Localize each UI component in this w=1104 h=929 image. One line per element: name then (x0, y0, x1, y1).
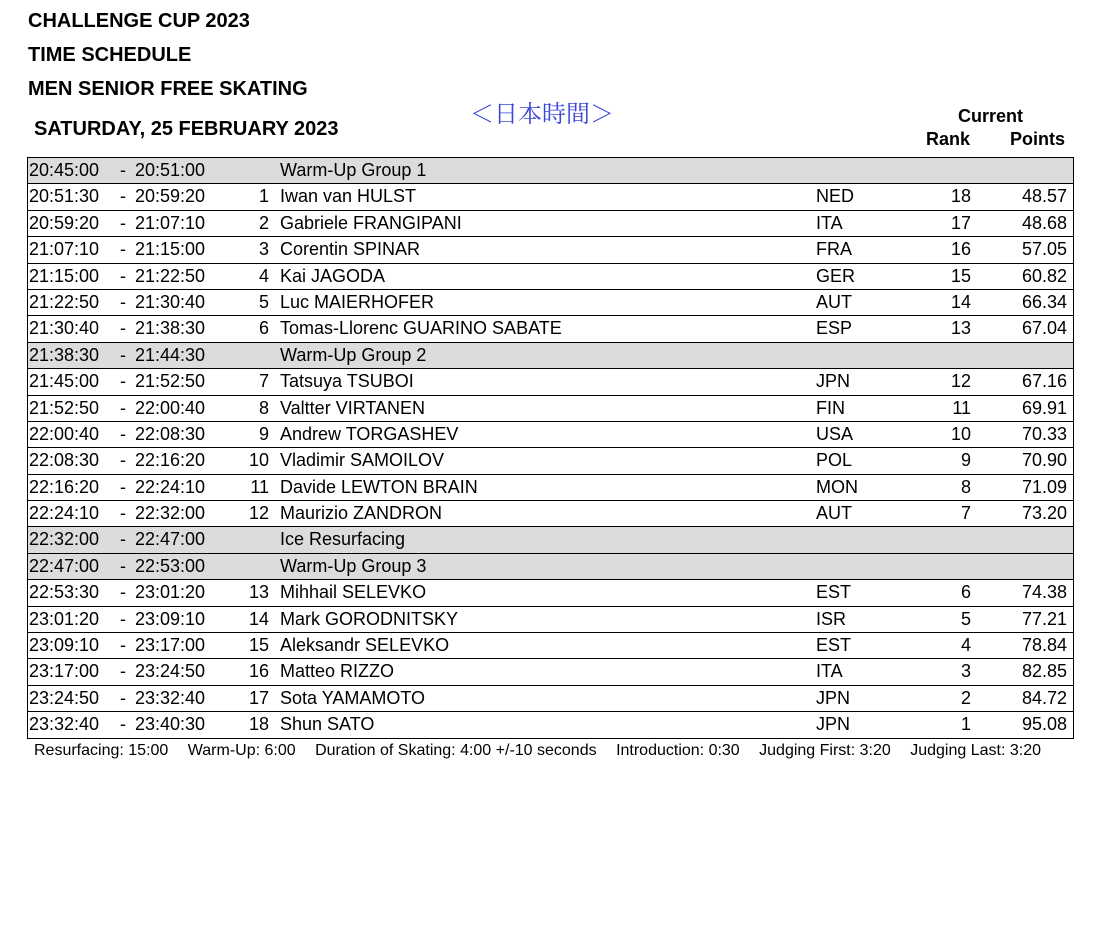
row-end-time: 22:24:10 (135, 476, 206, 497)
row-start-time: 23:32:40 (29, 714, 100, 735)
schedule-skater-row (27, 316, 1074, 342)
row-rank: 10 (950, 423, 971, 444)
row-time-separator: - (120, 582, 126, 603)
row-rank: 3 (960, 661, 971, 682)
row-start-number: 10 (248, 450, 269, 471)
row-nation: GER (816, 265, 856, 286)
row-time-separator: - (120, 265, 126, 286)
row-points: 48.57 (1021, 186, 1067, 207)
row-name: Vladimir SAMOILOV (280, 450, 445, 471)
row-start-time: 21:30:40 (29, 318, 100, 339)
row-start-time: 23:17:00 (29, 661, 100, 682)
schedule-skater-row (27, 396, 1074, 422)
row-name: Gabriele FRANGIPANI (280, 212, 462, 233)
schedule-skater-row (27, 290, 1074, 316)
schedule-skater-row (27, 211, 1074, 237)
row-points: 70.33 (1021, 423, 1067, 444)
row-end-time: 22:47:00 (135, 529, 206, 550)
row-start-number: 4 (258, 265, 269, 286)
row-time-separator: - (120, 687, 126, 708)
row-rank: 15 (950, 265, 971, 286)
row-nation: EST (816, 582, 852, 603)
row-rank: 5 (960, 608, 971, 629)
row-nation: MON (816, 476, 858, 497)
row-name: Corentin SPINAR (280, 239, 421, 260)
row-end-time: 23:40:30 (135, 714, 206, 735)
row-start-number: 15 (248, 635, 269, 656)
row-end-time: 21:15:00 (135, 239, 206, 260)
row-name: Aleksandr SELEVKO (280, 635, 450, 656)
row-rank: 2 (960, 687, 971, 708)
row-nation: USA (816, 423, 854, 444)
row-points: 78.84 (1021, 635, 1067, 656)
row-points: 73.20 (1021, 503, 1067, 524)
schedule-group-row (27, 158, 1074, 184)
row-start-time: 21:07:10 (29, 239, 100, 260)
schedule-skater-row (27, 475, 1074, 501)
row-start-time: 22:16:20 (29, 476, 100, 497)
row-name: Davide LEWTON BRAIN (280, 476, 478, 497)
row-end-time: 23:32:40 (135, 687, 206, 708)
schedule-group-row (27, 554, 1074, 580)
row-end-time: 21:22:50 (135, 265, 206, 286)
row-points: 60.82 (1021, 265, 1067, 286)
row-points: 67.16 (1021, 371, 1067, 392)
row-start-number: 5 (258, 291, 269, 312)
row-start-number: 12 (248, 503, 269, 524)
row-start-number: 14 (248, 608, 269, 629)
row-name: Tatsuya TSUBOI (280, 371, 414, 392)
row-time-separator: - (120, 371, 126, 392)
row-start-time: 22:08:30 (29, 450, 100, 471)
row-name: Shun SATO (280, 714, 375, 735)
row-start-time: 23:24:50 (29, 687, 100, 708)
footer-resurfacing: Resurfacing: 15:00 (34, 742, 169, 759)
row-time-separator: - (120, 344, 126, 365)
row-rank: 17 (950, 212, 971, 233)
document-title: CHALLENGE CUP 2023 (28, 10, 250, 32)
row-points: 66.34 (1021, 291, 1067, 312)
row-time-separator: - (120, 608, 126, 629)
row-rank: 4 (960, 635, 971, 656)
schedule-skater-row (27, 580, 1074, 606)
row-start-number: 9 (258, 423, 269, 444)
row-name: Andrew TORGASHEV (280, 423, 459, 444)
row-nation: JPN (816, 714, 851, 735)
row-start-time: 21:52:50 (29, 397, 100, 418)
footer-judging-last: Judging Last: 3:20 (910, 742, 1041, 759)
row-name: Warm-Up Group 2 (280, 344, 427, 365)
row-time-separator: - (120, 529, 126, 550)
row-start-number: 17 (248, 687, 269, 708)
row-name: Tomas-Llorenc GUARINO SABATE (280, 318, 562, 339)
row-start-time: 21:15:00 (29, 265, 100, 286)
row-end-time: 22:32:00 (135, 503, 206, 524)
row-nation: JPN (816, 371, 851, 392)
row-nation: ESP (816, 318, 853, 339)
row-start-time: 20:45:00 (29, 160, 100, 180)
schedule-skater-row (27, 264, 1074, 290)
schedule-skater-row (27, 633, 1074, 659)
event-name: MEN SENIOR FREE SKATING (28, 78, 308, 100)
row-start-time: 20:59:20 (29, 212, 100, 233)
row-points: 48.68 (1021, 212, 1067, 233)
row-rank: 1 (960, 714, 971, 735)
row-points: 95.08 (1021, 714, 1067, 735)
row-name: Maurizio ZANDRON (280, 503, 443, 524)
row-nation: FIN (816, 397, 845, 418)
row-end-time: 22:53:00 (135, 555, 206, 576)
row-points: 71.09 (1021, 476, 1067, 497)
row-start-time: 22:24:10 (29, 503, 100, 524)
row-start-number: 16 (248, 661, 269, 682)
row-rank: 14 (950, 291, 971, 312)
row-end-time: 23:09:10 (135, 608, 206, 629)
row-rank: 12 (950, 371, 971, 392)
row-nation: FRA (816, 239, 852, 260)
schedule-skater-row (27, 607, 1074, 633)
footer-introduction: Introduction: 0:30 (616, 742, 740, 759)
event-date: SATURDAY, 25 FEBRUARY 2023 (34, 118, 339, 140)
row-nation: EST (816, 635, 852, 656)
row-start-number: 1 (258, 186, 269, 207)
schedule-skater-row (27, 686, 1074, 712)
row-name: Luc MAIERHOFER (280, 291, 435, 312)
row-time-separator: - (120, 476, 126, 497)
schedule-skater-row (27, 369, 1074, 395)
schedule-skater-row (27, 184, 1074, 210)
row-time-separator: - (120, 555, 126, 576)
row-start-time: 22:47:00 (29, 555, 100, 576)
row-start-number: 2 (258, 212, 269, 233)
row-points: 69.91 (1021, 397, 1067, 418)
row-start-number: 6 (258, 318, 269, 339)
schedule-group-row (27, 343, 1074, 369)
row-end-time: 23:17:00 (135, 635, 206, 656)
schedule-group-row (27, 527, 1074, 553)
column-header-points: Points (1010, 129, 1066, 149)
footer-judging-first: Judging First: 3:20 (759, 742, 891, 759)
row-start-time: 23:01:20 (29, 608, 100, 629)
row-time-separator: - (120, 318, 126, 339)
row-name: Ice Resurfacing (280, 529, 406, 550)
row-start-time: 22:00:40 (29, 423, 100, 444)
row-end-time: 22:08:30 (135, 423, 206, 444)
row-time-separator: - (120, 212, 126, 233)
row-time-separator: - (120, 714, 126, 735)
row-name: Matteo RIZZO (280, 661, 395, 682)
row-rank: 16 (950, 239, 971, 260)
row-start-number: 13 (248, 582, 269, 603)
row-name: Mihhail SELEVKO (280, 582, 427, 603)
row-name: Valtter VIRTANEN (280, 397, 426, 418)
row-nation: ITA (816, 212, 843, 233)
row-name: Warm-Up Group 3 (280, 555, 427, 576)
row-start-number: 18 (248, 714, 269, 735)
row-name: Warm-Up Group 1 (280, 160, 427, 180)
row-points: 74.38 (1021, 582, 1067, 603)
row-points: 77.21 (1021, 608, 1067, 629)
row-rank: 8 (960, 476, 971, 497)
row-rank: 13 (950, 318, 971, 339)
row-nation: ITA (816, 661, 843, 682)
row-end-time: 22:16:20 (135, 450, 206, 471)
row-start-time: 20:51:30 (29, 186, 100, 207)
row-start-time: 21:38:30 (29, 344, 100, 365)
row-start-time: 22:53:30 (29, 582, 100, 603)
row-start-time: 21:45:00 (29, 371, 100, 392)
schedule-skater-row (27, 448, 1074, 474)
row-rank: 6 (960, 582, 971, 603)
row-end-time: 21:07:10 (135, 212, 206, 233)
schedule-skater-row (27, 422, 1074, 448)
row-start-number: 3 (258, 239, 269, 260)
row-end-time: 21:38:30 (135, 318, 206, 339)
schedule-skater-row (27, 237, 1074, 263)
row-start-time: 22:32:00 (29, 529, 100, 550)
row-end-time: 21:44:30 (135, 344, 206, 365)
footer-duration: Duration of Skating: 4:00 +/-10 seconds (315, 742, 597, 759)
timezone-note: ＜日本時間＞ (470, 100, 614, 128)
document-subtitle: TIME SCHEDULE (28, 44, 192, 66)
timing-footer (34, 742, 1041, 760)
row-end-time: 22:00:40 (135, 397, 206, 418)
row-rank: 18 (950, 186, 971, 207)
row-start-time: 21:22:50 (29, 291, 100, 312)
row-start-number: 7 (258, 371, 269, 392)
row-name: Mark GORODNITSKY (280, 608, 459, 629)
row-nation: NED (816, 186, 855, 207)
row-start-time: 23:09:10 (29, 635, 100, 656)
row-points: 82.85 (1021, 661, 1067, 682)
row-rank: 11 (952, 397, 971, 418)
row-time-separator: - (120, 239, 126, 260)
row-rank: 7 (960, 503, 971, 524)
column-header-rank: Rank (926, 129, 971, 149)
row-time-separator: - (120, 397, 126, 418)
row-nation: AUT (816, 503, 852, 524)
row-time-separator: - (120, 423, 126, 444)
row-points: 57.05 (1021, 239, 1067, 260)
row-time-separator: - (120, 450, 126, 471)
row-end-time: 21:52:50 (135, 371, 206, 392)
row-end-time: 23:01:20 (135, 582, 206, 603)
schedule-skater-row (27, 501, 1074, 527)
footer-warmup: Warm-Up: 6:00 (187, 742, 296, 759)
row-end-time: 23:24:50 (135, 661, 206, 682)
schedule-table (27, 157, 1074, 739)
column-header-current: Current (958, 106, 1024, 126)
row-end-time: 21:30:40 (135, 291, 206, 312)
row-start-number: 11 (250, 476, 269, 497)
row-name: Iwan van HULST (280, 186, 417, 207)
row-end-time: 20:59:20 (135, 186, 206, 207)
row-rank: 9 (960, 450, 971, 471)
row-time-separator: - (120, 186, 126, 207)
row-start-number: 8 (258, 397, 269, 418)
row-points: 84.72 (1021, 687, 1067, 708)
row-name: Sota YAMAMOTO (280, 687, 426, 708)
row-end-time: 20:51:00 (135, 160, 206, 180)
row-nation: ISR (816, 608, 847, 629)
row-name: Kai JAGODA (280, 265, 386, 286)
schedule-skater-row (27, 659, 1074, 685)
row-time-separator: - (120, 503, 126, 524)
row-nation: AUT (816, 291, 852, 312)
row-time-separator: - (120, 661, 126, 682)
row-time-separator: - (120, 291, 126, 312)
row-nation: JPN (816, 687, 851, 708)
row-nation: POL (816, 450, 853, 471)
row-time-separator: - (120, 635, 126, 656)
row-time-separator: - (120, 160, 126, 180)
row-points: 67.04 (1021, 318, 1067, 339)
row-points: 70.90 (1021, 450, 1067, 471)
schedule-skater-row (27, 712, 1074, 738)
